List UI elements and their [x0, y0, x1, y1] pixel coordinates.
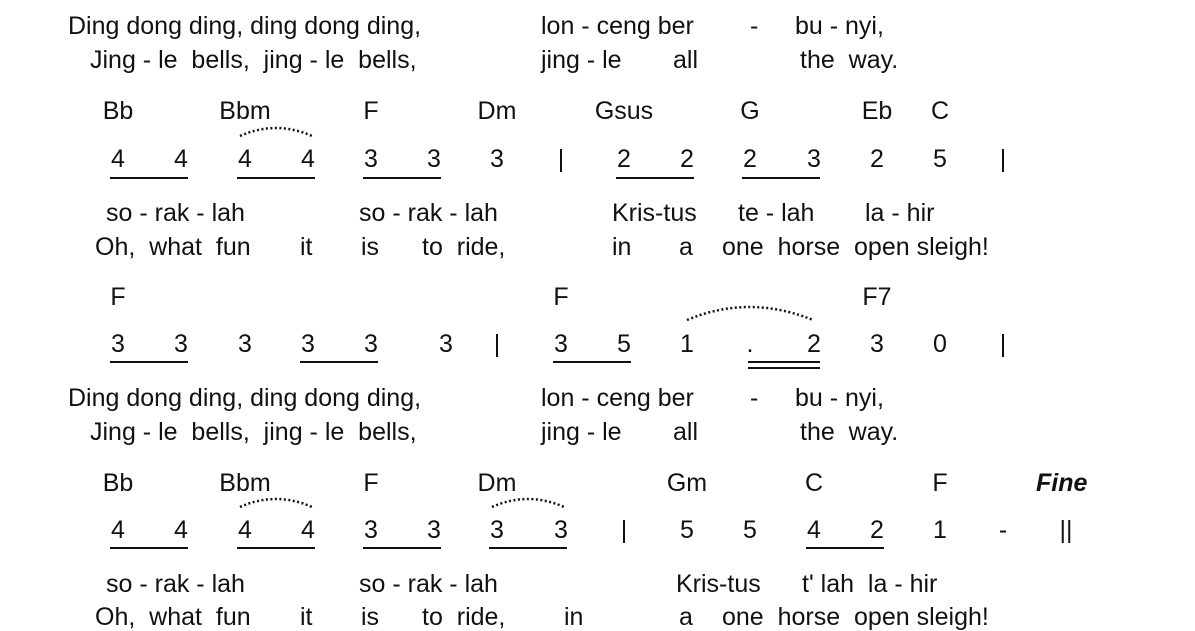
chord-label: F [932, 469, 948, 497]
final-bar-line: || [1059, 516, 1073, 544]
bar-line: | [557, 145, 565, 173]
chord-label: Bb [102, 469, 134, 497]
verse-lyric-a-part3: - [750, 12, 759, 40]
lyric-syllables: t' lah la - hir [802, 570, 938, 598]
note: 3 [439, 330, 453, 358]
note: 3 [238, 330, 252, 358]
note: 5 [933, 145, 947, 173]
beam-underline [489, 547, 567, 549]
chord-label: G [740, 97, 760, 125]
slur-mark [238, 493, 318, 509]
chord-label: Bb [102, 97, 134, 125]
note: 3 [554, 516, 568, 544]
note: 3 [427, 145, 441, 173]
chord-label: Dm [477, 469, 517, 497]
lyric-syllables: Oh, what fun [95, 233, 251, 261]
lyric-syllables: to ride, [422, 233, 506, 261]
note: 3 [427, 516, 441, 544]
chord-label: F [110, 283, 126, 311]
chord-label: F [363, 469, 379, 497]
note: 3 [870, 330, 884, 358]
note: 4 [174, 145, 188, 173]
bar-line: | [620, 516, 628, 544]
bar-line: | [999, 330, 1007, 358]
lyric-syllables: Oh, what fun [95, 603, 251, 631]
lyric-syllables: so - rak - lah [106, 199, 245, 227]
note: 1 [680, 330, 694, 358]
lyric-syllables: to ride, [422, 603, 506, 631]
verse-lyric-a-part1: Ding dong ding, ding dong ding, [68, 12, 422, 40]
beam-underline [748, 361, 820, 363]
chord-label: Eb [861, 97, 893, 125]
beam-underline [237, 547, 315, 549]
lyric-syllables: so - rak - lah [106, 570, 245, 598]
note: 4 [111, 145, 125, 173]
note: 4 [111, 516, 125, 544]
lyric-syllables: Kris-tus [612, 199, 697, 227]
note: 5 [743, 516, 757, 544]
lyric-syllables: one horse open sleigh! [722, 233, 989, 261]
verse-lyric-b-part1: Jing - le bells, jing - le bells, [90, 46, 417, 74]
verse-lyric-a-part3: - [750, 384, 759, 412]
bar-line: | [493, 330, 501, 358]
lyric-syllables: is [361, 233, 380, 261]
lyric-syllables: it [300, 233, 313, 261]
chord-label: Gm [666, 469, 708, 497]
verse-lyric-a-part1: Ding dong ding, ding dong ding, [68, 384, 422, 412]
lyric-syllables: a [679, 603, 693, 631]
beam-underline [363, 177, 441, 179]
lyric-syllables: is [361, 603, 380, 631]
note: 3 [174, 330, 188, 358]
verse-lyric-a-part2: lon - ceng ber [541, 384, 694, 412]
note: 3 [490, 145, 504, 173]
note: 3 [364, 145, 378, 173]
verse-lyric-b-part1: Jing - le bells, jing - le bells, [90, 418, 417, 446]
note: 4 [174, 516, 188, 544]
beam-underline [237, 177, 315, 179]
bar-line: | [999, 145, 1007, 173]
verse-lyric-b-part2: jing - le [541, 46, 622, 74]
note: 2 [807, 330, 821, 358]
verse-lyric-a-part4: bu - nyi, [795, 12, 884, 40]
beam-underline [110, 361, 188, 363]
lyric-syllables: so - rak - lah [359, 570, 498, 598]
lyric-syllables: it [300, 603, 313, 631]
lyric-syllables: a [679, 233, 693, 261]
dash-mark: - [998, 516, 1008, 544]
lyric-syllables: Kris-tus [676, 570, 761, 598]
chord-label: F [363, 97, 379, 125]
chord-label: Dm [477, 97, 517, 125]
verse-lyric-a-part2: lon - ceng ber [541, 12, 694, 40]
note: 3 [490, 516, 504, 544]
beam-underline [616, 177, 694, 179]
beam-underline [748, 367, 820, 369]
note: 3 [111, 330, 125, 358]
chord-label: Gsus [594, 97, 654, 125]
note: 2 [680, 145, 694, 173]
verse-lyric-b-part3: all [673, 418, 699, 446]
lyric-syllables: te - lah [738, 199, 815, 227]
beam-underline [806, 547, 884, 549]
note: 3 [554, 330, 568, 358]
note: 4 [807, 516, 821, 544]
chord-label: F7 [862, 283, 892, 311]
note: 2 [617, 145, 631, 173]
verse-lyric-b-part2: jing - le [541, 418, 622, 446]
verse-lyric-a-part4: bu - nyi, [795, 384, 884, 412]
note: 2 [870, 145, 884, 173]
beam-underline [363, 547, 441, 549]
note: 4 [301, 145, 315, 173]
note: 4 [238, 145, 252, 173]
note: 4 [301, 516, 315, 544]
beam-underline [110, 177, 188, 179]
dot-mark: . [746, 330, 754, 358]
beam-underline [553, 361, 631, 363]
note: 4 [238, 516, 252, 544]
lyric-syllables: one horse open sleigh! [722, 603, 989, 631]
lyric-syllables: in [564, 603, 584, 631]
lyric-syllables: in [612, 233, 632, 261]
note: 3 [807, 145, 821, 173]
note: 3 [301, 330, 315, 358]
note: 2 [870, 516, 884, 544]
chord-label: Bbm [219, 97, 271, 125]
beam-underline [300, 361, 378, 363]
chord-label: C [804, 469, 824, 497]
beam-underline [110, 547, 188, 549]
note: 5 [617, 330, 631, 358]
note: 3 [364, 516, 378, 544]
chord-label: Bbm [219, 469, 271, 497]
slur-mark [490, 493, 570, 509]
lyric-syllables: la - hir [865, 199, 935, 227]
note: 1 [933, 516, 947, 544]
chord-label: F [553, 283, 569, 311]
verse-lyric-b-part3: all [673, 46, 699, 74]
note: 0 [933, 330, 947, 358]
verse-lyric-b-part4: the way. [800, 46, 899, 74]
slur-mark [238, 122, 318, 138]
lyric-syllables: so - rak - lah [359, 199, 498, 227]
beam-underline [742, 177, 820, 179]
note: 2 [743, 145, 757, 173]
note: 5 [680, 516, 694, 544]
fine-marker: Fine [1036, 469, 1088, 497]
chord-label: C [930, 97, 950, 125]
note: 3 [364, 330, 378, 358]
verse-lyric-b-part4: the way. [800, 418, 899, 446]
slur-mark [685, 300, 819, 322]
